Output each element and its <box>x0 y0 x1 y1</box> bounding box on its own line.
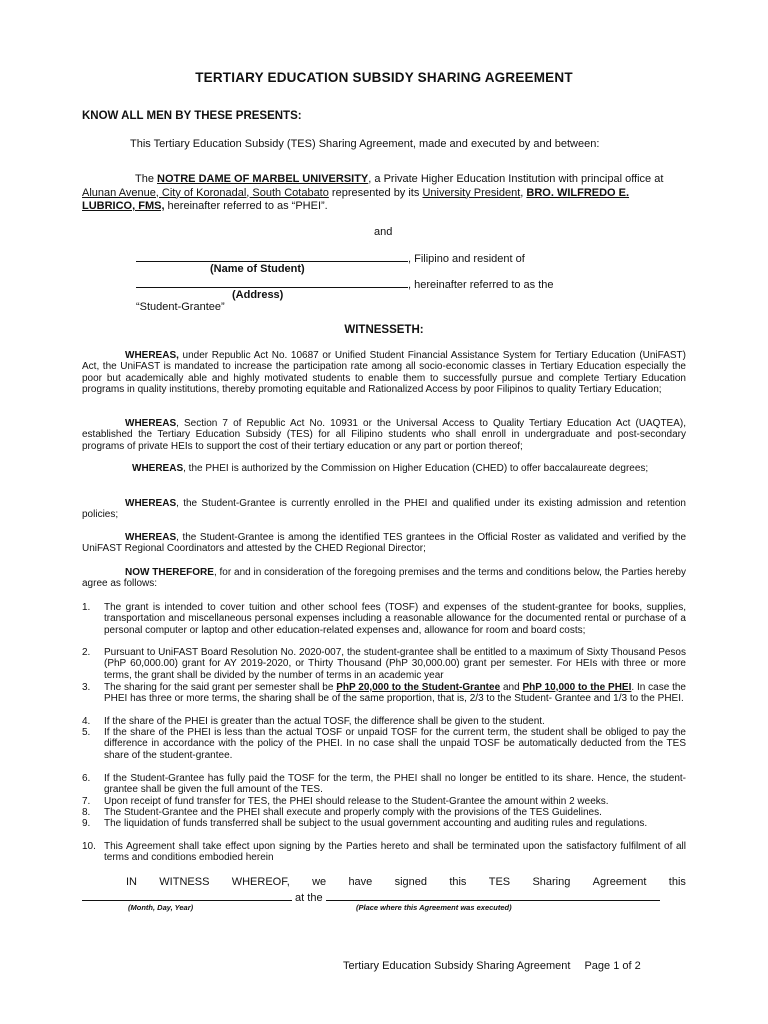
item-text: If the share of the PHEI is less than the actual TOSF or unpaid TOSF for the current term, the student shall be obliged to pay the difference in accordance with the policy of the PHEI. In no case shall the unpaid TOSF be automatically deducted from the TES share of the student-grantee. <box>104 727 686 761</box>
witness-word: WHEREOF, <box>231 876 290 888</box>
witness-word: Sharing <box>532 876 571 888</box>
item-text-pre: The sharing for the said grant per semester shall be <box>104 682 337 693</box>
item-text: Upon receipt of fund transfer for TES, the PHEI should release to the Student-Grantee the amount within 2 weeks. <box>104 796 609 807</box>
footer-title: Tertiary Education Subsidy Sharing Agreement <box>343 960 571 972</box>
document-title: TERTIARY EDUCATION SUBSIDY SHARING AGREEMENT <box>195 70 573 85</box>
whereas-text: , the Student-Grantee is among the identified TES grantees in the Official Roster as validated and verified by the UniFAST Regional Coordinators and attested by the CHED Regional Director; <box>82 532 686 555</box>
item-number: 1. <box>82 602 91 613</box>
witness-word: this <box>668 876 686 888</box>
intro-line: This Tertiary Education Subsidy (TES) Sharing Agreement, made and executed by and between: <box>130 138 600 150</box>
witnesseth-heading: WITNESSETH: <box>344 324 424 336</box>
party-phei-paragraph <box>82 173 682 214</box>
institution-address: Alunan Avenue, City of Koronadal, South Cotabato <box>82 186 329 199</box>
student-line1-suffix: , Filipino and resident of <box>408 253 525 265</box>
whereas-text: , the PHEI is authorized by the Commission on Higher Education (CHED) to offer baccalaureate degrees; <box>183 463 649 474</box>
item-text-mid: and <box>500 682 523 693</box>
item-number: 3. <box>82 682 91 693</box>
witness-word: have <box>348 876 373 888</box>
whereas-paragraph-5 <box>82 532 686 555</box>
student-name-blank <box>136 250 408 262</box>
representative-position: University President <box>422 186 521 199</box>
item-number: 5. <box>82 727 91 738</box>
item-number: 2. <box>82 647 91 658</box>
list-item <box>82 727 686 761</box>
list-item <box>82 647 686 681</box>
witness-whereof-line <box>82 876 686 888</box>
phei-definition: hereinafter referred to as “PHEI”. <box>164 200 328 212</box>
institution-name: NOTRE DAME OF MARBEL UNIVERSITY <box>157 173 369 185</box>
item-number: 10. <box>82 841 96 852</box>
list-item <box>82 682 686 705</box>
witness-word: WITNESS <box>159 876 210 888</box>
item-text-post: . In case the PHEI has three or more terms, the sharing shall be of the same proportion, that is, 2/3 to the Student- Grantee and 1/3 to the PHEI. <box>104 682 686 705</box>
whereas-text: , Section 7 of Republic Act No. 10931 or the Universal Access to Quality Tertiary Education Act (UAQTEA), established the Tertiary Education Subsidy (TES) for all Filipino students who shall enroll in undergraduate and post-secondary programs of private HEIs to support the cost of their tertiary education or any part or portion thereof; <box>82 418 686 452</box>
witness-word: IN <box>126 876 137 888</box>
student-name-label: (Name of Student) <box>210 263 305 275</box>
whereas-paragraph-3 <box>82 463 686 474</box>
list-item <box>82 796 686 807</box>
whereas-keyword: WHEREAS <box>125 498 177 509</box>
whereas-text: under Republic Act No. 10687 or Unified Student Financial Assistance System for Tertiary Education (UniFAST) Act, the UniFAST is mandated to increase the participation rate among all socio-economic classes in Tertiary Education especially the poor but academically able and highly motivated students to enable them to successfully pursue and complete Tertiary Education programs in quality institutions, thereby promoting equitable and Rationalized Access by poor Filipinos to quality Tertiary Education; <box>82 350 686 396</box>
whereas-keyword: WHEREAS <box>132 463 184 474</box>
page-footer <box>343 960 641 972</box>
student-grantee-term: “Student-Grantee” <box>136 301 225 313</box>
whereas-keyword: WHEREAS <box>125 532 177 543</box>
item-number: 9. <box>82 818 91 829</box>
student-address-label: (Address) <box>232 289 284 301</box>
witness-word: Agreement <box>592 876 647 888</box>
date-caption: (Month, Day, Year) <box>128 903 194 912</box>
item-number: 6. <box>82 773 91 784</box>
item-text <box>104 682 686 705</box>
item-text: The liquidation of funds transferred shall be subject to the usual government accounting and auditing rules and regulations. <box>104 818 648 829</box>
item-text: This Agreement shall take effect upon signing by the Parties hereto and shall be terminated upon the satisfactory fulfilment of all terms and conditions embodied herein <box>104 841 686 864</box>
date-place-line <box>82 890 660 904</box>
student-share: PhP 20,000 to the Student-Grantee <box>336 682 501 693</box>
institution-desc: , a Private Higher Education Institution with principal office at <box>368 173 664 185</box>
list-item <box>82 773 686 796</box>
witness-word: signed <box>394 876 428 888</box>
witness-word: this <box>449 876 467 888</box>
now-therefore-text: , for and in consideration of the foregoing premises and the terms and conditions below, the Parties hereby agree as follows: <box>82 567 686 590</box>
now-therefore-keyword: NOW THEREFORE <box>125 567 214 578</box>
date-blank <box>82 890 292 901</box>
student-address-line <box>136 276 554 291</box>
footer-page-number: Page 1 of 2 <box>584 960 641 972</box>
item-text: If the share of the PHEI is greater than the actual TOSF, the difference shall be given to the student. <box>104 716 545 727</box>
item-number: 7. <box>82 796 91 807</box>
represented-text: represented by its <box>328 186 423 199</box>
phei-share: PhP 10,000 to the PHEI <box>522 682 632 693</box>
list-item <box>82 807 686 818</box>
list-item <box>82 818 686 829</box>
representative-name: BRO. WILFREDO E. LUBRICO, FMS, <box>82 186 630 212</box>
whereas-keyword: WHEREAS <box>125 418 177 429</box>
list-item <box>82 602 686 636</box>
student-name-line <box>136 250 525 265</box>
whereas-keyword: WHEREAS, <box>125 350 179 361</box>
item-text: The Student-Grantee and the PHEI shall execute and properly comply with the provisions of the TES Guidelines. <box>104 807 602 818</box>
know-all-heading: KNOW ALL MEN BY THESE PRESENTS: <box>82 110 302 122</box>
whereas-paragraph-2 <box>82 418 686 452</box>
comma: , <box>520 186 527 199</box>
whereas-paragraph-1 <box>82 350 686 396</box>
at-the-text: at the <box>292 892 326 904</box>
whereas-paragraph-4 <box>82 498 686 521</box>
now-therefore-paragraph <box>82 567 686 590</box>
item-number: 8. <box>82 807 91 818</box>
student-address-blank <box>136 276 408 288</box>
item-number: 4. <box>82 716 91 727</box>
place-blank <box>326 890 660 901</box>
list-item <box>82 716 686 727</box>
item-text: Pursuant to UniFAST Board Resolution No. 2020-007, the student-grantee shall be entitled to a maximum of Sixty Thousand Pesos (PhP 60,000.00) grant for AY 2019-2020, or Thirty Thousand (PhP 30,000.00) grant per semester. For HEIs with three or more terms, the grant shall be divided by the number of terms in an academic year <box>104 647 686 681</box>
party-the: The <box>135 173 158 185</box>
witness-word: we <box>312 876 327 888</box>
witness-word: TES <box>488 876 511 888</box>
student-line2-suffix: , hereinafter referred to as the <box>408 279 554 291</box>
item-text: If the Student-Grantee has fully paid the TOSF for the term, the PHEI shall no longer be entitled to its share. Hence, the student-grantee shall be given the full amount of the TES. <box>104 773 686 796</box>
and-text: and <box>374 226 393 238</box>
list-item <box>82 841 686 864</box>
item-text: The grant is intended to cover tuition and other school fees (TOSF) and expenses of the student-grantee for books, supplies, transportation and miscellaneous personal expenses including a reasonable allowance for the documented rental or purchase of a personal computer or laptop and other education-related expenses and, allowance for room and board costs; <box>104 602 686 636</box>
whereas-text: , the Student-Grantee is currently enrolled in the PHEI and qualified under its existing admission and retention policies; <box>82 498 686 521</box>
place-caption: (Place where this Agreement was executed) <box>356 903 512 912</box>
